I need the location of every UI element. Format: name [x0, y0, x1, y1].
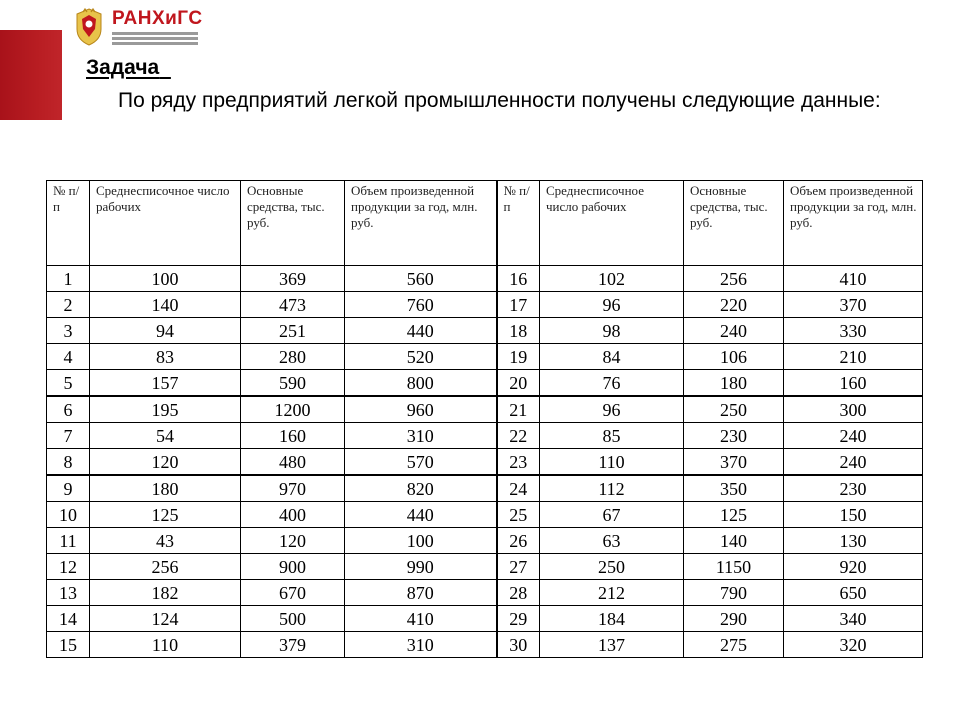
cell-workers: 256: [90, 554, 241, 580]
cell-output: 150: [784, 502, 923, 528]
cell-number: 27: [497, 554, 540, 580]
table-row: [47, 292, 923, 318]
table-row: [47, 580, 923, 606]
cell-number: 15: [47, 632, 90, 658]
col-header-fixed-assets: Основные средства, тыс. руб.: [241, 181, 345, 266]
col-header-number: № п/п: [47, 181, 90, 266]
cell-fixed-assets: 220: [684, 292, 784, 318]
cell-number: 22: [497, 423, 540, 449]
cell-workers: 83: [90, 344, 241, 370]
cell-workers: 212: [540, 580, 684, 606]
logo-subtitle-line: [112, 32, 198, 35]
cell-workers: 110: [90, 632, 241, 658]
cell-output: 760: [345, 292, 497, 318]
cell-number: 9: [47, 475, 90, 502]
cell-output: 560: [345, 266, 497, 292]
cell-fixed-assets: 180: [684, 370, 784, 397]
cell-number: 11: [47, 528, 90, 554]
cell-fixed-assets: 125: [684, 502, 784, 528]
cell-number: 12: [47, 554, 90, 580]
cell-fixed-assets: 140: [684, 528, 784, 554]
cell-number: 24: [497, 475, 540, 502]
cell-workers: 125: [90, 502, 241, 528]
cell-fixed-assets: 500: [241, 606, 345, 632]
cell-fixed-assets: 106: [684, 344, 784, 370]
cell-output: 310: [345, 632, 497, 658]
cell-fixed-assets: 1200: [241, 396, 345, 423]
cell-number: 19: [497, 344, 540, 370]
table-row: [47, 449, 923, 476]
table-row: [47, 528, 923, 554]
red-accent-band: [0, 30, 62, 120]
cell-output: 410: [345, 606, 497, 632]
cell-output: 870: [345, 580, 497, 606]
cell-workers: 94: [90, 318, 241, 344]
cell-fixed-assets: 370: [684, 449, 784, 476]
cell-workers: 102: [540, 266, 684, 292]
cell-output: 210: [784, 344, 923, 370]
cell-number: 23: [497, 449, 540, 476]
ranepa-logo: [72, 6, 203, 48]
cell-fixed-assets: 256: [684, 266, 784, 292]
cell-fixed-assets: 290: [684, 606, 784, 632]
cell-fixed-assets: 590: [241, 370, 345, 397]
table-row: [47, 344, 923, 370]
cell-fixed-assets: 120: [241, 528, 345, 554]
table-header-row: [47, 181, 923, 266]
cell-workers: 67: [540, 502, 684, 528]
cell-workers: 137: [540, 632, 684, 658]
cell-output: 300: [784, 396, 923, 423]
cell-number: 17: [497, 292, 540, 318]
cell-output: 920: [784, 554, 923, 580]
col-header-output: Объем произведенной продукции за год, млн. руб.: [345, 181, 497, 266]
cell-output: 240: [784, 449, 923, 476]
cell-number: 8: [47, 449, 90, 476]
eagle-emblem-icon: [72, 7, 106, 47]
cell-workers: 182: [90, 580, 241, 606]
cell-output: 330: [784, 318, 923, 344]
cell-number: 25: [497, 502, 540, 528]
table-row: [47, 502, 923, 528]
cell-number: 18: [497, 318, 540, 344]
cell-number: 4: [47, 344, 90, 370]
cell-fixed-assets: 275: [684, 632, 784, 658]
cell-output: 820: [345, 475, 497, 502]
page-title: Задача: [86, 56, 160, 79]
col-header-number: № п/п: [497, 181, 540, 266]
cell-fixed-assets: 230: [684, 423, 784, 449]
cell-output: 160: [784, 370, 923, 397]
table-row: [47, 266, 923, 292]
cell-workers: 110: [540, 449, 684, 476]
cell-output: 410: [784, 266, 923, 292]
table-row: [47, 318, 923, 344]
cell-fixed-assets: 251: [241, 318, 345, 344]
cell-workers: 63: [540, 528, 684, 554]
cell-workers: 54: [90, 423, 241, 449]
cell-fixed-assets: 790: [684, 580, 784, 606]
cell-number: 29: [497, 606, 540, 632]
cell-output: 800: [345, 370, 497, 397]
table-row: [47, 396, 923, 423]
cell-number: 20: [497, 370, 540, 397]
cell-fixed-assets: 400: [241, 502, 345, 528]
cell-workers: 157: [90, 370, 241, 397]
logo-subtitle-line: [112, 42, 198, 45]
cell-workers: 96: [540, 396, 684, 423]
cell-fixed-assets: 670: [241, 580, 345, 606]
cell-workers: 124: [90, 606, 241, 632]
cell-output: 570: [345, 449, 497, 476]
cell-workers: 195: [90, 396, 241, 423]
cell-output: 440: [345, 318, 497, 344]
cell-workers: 184: [540, 606, 684, 632]
cell-output: 650: [784, 580, 923, 606]
cell-output: 340: [784, 606, 923, 632]
cell-workers: 76: [540, 370, 684, 397]
cell-workers: 96: [540, 292, 684, 318]
cell-fixed-assets: 1150: [684, 554, 784, 580]
cell-fixed-assets: 480: [241, 449, 345, 476]
cell-output: 320: [784, 632, 923, 658]
cell-workers: 85: [540, 423, 684, 449]
logo-subtitle-line: [112, 37, 198, 40]
cell-number: 21: [497, 396, 540, 423]
data-table: [46, 180, 923, 658]
cell-fixed-assets: 970: [241, 475, 345, 502]
cell-fixed-assets: 160: [241, 423, 345, 449]
cell-fixed-assets: 350: [684, 475, 784, 502]
cell-output: 520: [345, 344, 497, 370]
cell-fixed-assets: 900: [241, 554, 345, 580]
cell-number: 5: [47, 370, 90, 397]
cell-number: 10: [47, 502, 90, 528]
cell-output: 440: [345, 502, 497, 528]
cell-workers: 250: [540, 554, 684, 580]
cell-workers: 140: [90, 292, 241, 318]
cell-number: 14: [47, 606, 90, 632]
cell-workers: 180: [90, 475, 241, 502]
cell-workers: 98: [540, 318, 684, 344]
cell-fixed-assets: 240: [684, 318, 784, 344]
cell-fixed-assets: 369: [241, 266, 345, 292]
cell-number: 30: [497, 632, 540, 658]
cell-number: 1: [47, 266, 90, 292]
cell-fixed-assets: 250: [684, 396, 784, 423]
cell-workers: 43: [90, 528, 241, 554]
col-header-workers: Среднесписочное число рабочих: [540, 181, 684, 266]
cell-output: 960: [345, 396, 497, 423]
cell-fixed-assets: 280: [241, 344, 345, 370]
col-header-workers: Среднесписочное число рабочих: [90, 181, 241, 266]
cell-fixed-assets: 473: [241, 292, 345, 318]
cell-workers: 112: [540, 475, 684, 502]
cell-output: 990: [345, 554, 497, 580]
table-row: [47, 423, 923, 449]
cell-fixed-assets: 379: [241, 632, 345, 658]
table-row: [47, 606, 923, 632]
cell-number: 28: [497, 580, 540, 606]
cell-output: 100: [345, 528, 497, 554]
cell-output: 370: [784, 292, 923, 318]
col-header-output: Объем произведенной продукции за год, млн. руб.: [784, 181, 923, 266]
cell-output: 230: [784, 475, 923, 502]
intro-text: По ряду предприятий легкой промышленности получены следующие данные:: [118, 89, 881, 112]
table-row: [47, 554, 923, 580]
cell-output: 310: [345, 423, 497, 449]
cell-workers: 100: [90, 266, 241, 292]
cell-number: 16: [497, 266, 540, 292]
cell-number: 3: [47, 318, 90, 344]
table-row: [47, 370, 923, 397]
cell-number: 13: [47, 580, 90, 606]
cell-output: 240: [784, 423, 923, 449]
logo-name: РАНХиГС: [112, 8, 203, 29]
cell-workers: 120: [90, 449, 241, 476]
col-header-fixed-assets: Основные средства, тыс. руб.: [684, 181, 784, 266]
table-row: [47, 475, 923, 502]
cell-number: 26: [497, 528, 540, 554]
cell-number: 7: [47, 423, 90, 449]
cell-number: 6: [47, 396, 90, 423]
cell-output: 130: [784, 528, 923, 554]
cell-number: 2: [47, 292, 90, 318]
table-row: [47, 632, 923, 658]
cell-workers: 84: [540, 344, 684, 370]
